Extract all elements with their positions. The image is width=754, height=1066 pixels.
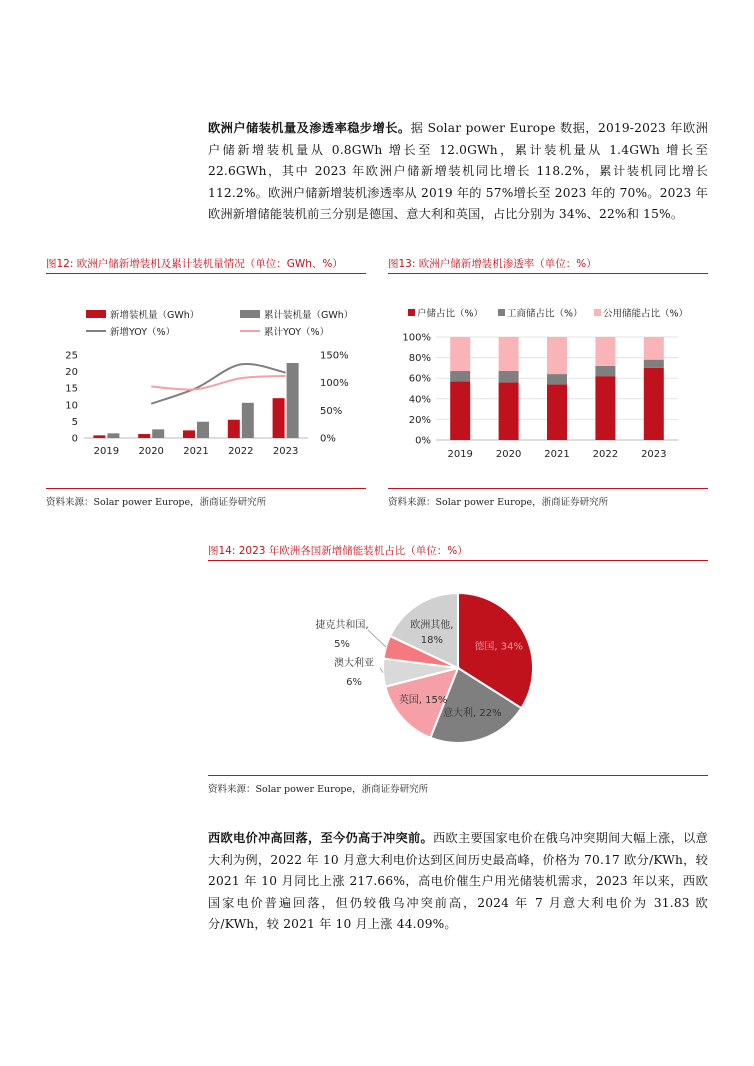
paragraph-body: 据 Solar power Europe 数据，2019-2023 年欧洲户储新增装机量从 0.8GWh 增长至 12.0GWh，累计装机量从 1.4GWh 增长至 22.6GWh，其中 2023 年欧洲户储新增装机同比增长 118.2%，累计装机同比增长 112.2%。欧洲户储新增装机渗透率从 2019 年的 57%增长至 2023 年的 70%。2023 年欧洲新增储能装机前三分别是德国、意大利和英国，占比分别为 34%、22%和 15%。 [208, 121, 708, 221]
bar-cumulative [152, 429, 164, 438]
fig14-chart [208, 566, 708, 766]
fig13-bottom-rule [388, 488, 708, 489]
legend-label: 累计YOY（%） [264, 327, 330, 338]
pie-label: 意大利, 22% [443, 708, 502, 720]
stacked-bar-segment [499, 337, 519, 371]
y-tick-label: 0% [415, 435, 431, 447]
pie-label: 德国, 34% [474, 641, 524, 653]
bar-cumulative [287, 363, 299, 438]
stacked-bar-segment [595, 376, 615, 440]
fig13-top-rule [388, 273, 708, 274]
stacked-bar-segment [644, 368, 664, 440]
pie-leader-line [368, 630, 386, 647]
y-tick-label: 20% [408, 414, 431, 426]
fig13-chart [388, 300, 708, 470]
fig14-bottom-rule [208, 775, 708, 776]
stacked-bar-segment [547, 374, 567, 384]
pie-label: 英国, 15% [398, 694, 448, 706]
bar-new [228, 420, 240, 438]
x-tick-label: 2019 [447, 449, 473, 460]
y2-tick-label: 50% [320, 405, 343, 417]
stacked-bar-segment [547, 337, 567, 374]
paragraph-electricity-price [208, 828, 708, 936]
pie-label: 6% [346, 677, 362, 688]
paragraph-body: 西欧主要国家电价在俄乌冲突期间大幅上涨，以意大利为例，2022 年 10 月意大利电价达到区间历史最高峰，价格为 70.17 欧分/KWh，较 2021 年 10 月同比上涨 217.66%，高电价催生户用光储装机需求，2023 年以来，西欧国家电价普遍回落，但仍较俄乌冲突前高，2024 年 7 月意大利电价为 31.83 欧分/KWh，较 2021 年 10 月上涨 44.09%。 [208, 831, 708, 931]
fig12-source: 资料来源：Solar power Europe，浙商证券研究所 [46, 497, 267, 508]
fig12-chart [46, 300, 366, 470]
legend-swatch [240, 310, 260, 318]
x-tick-label: 2021 [544, 449, 570, 460]
pie-label: 欧洲其他, [410, 620, 454, 632]
bar-new [273, 398, 285, 438]
fig12-bottom-rule [46, 488, 366, 489]
x-tick-label: 2023 [272, 446, 299, 457]
bar-cumulative [242, 403, 254, 438]
fig12-top-rule [46, 273, 366, 274]
stacked-bar-segment [644, 337, 664, 360]
y2-tick-label: 0% [320, 433, 336, 445]
stacked-bar-segment [499, 371, 519, 382]
legend-swatch [498, 309, 505, 316]
y-tick-label: 100% [402, 332, 431, 344]
stacked-bar-segment [450, 371, 470, 381]
x-tick-label: 2021 [183, 446, 209, 457]
y2-tick-label: 150% [320, 350, 349, 362]
stacked-bar-segment [595, 337, 615, 366]
pie-label: 澳大利亚 [334, 658, 374, 669]
x-tick-label: 2020 [495, 449, 522, 460]
stacked-bar-segment [644, 360, 664, 368]
y-tick-label: 20 [65, 367, 78, 379]
legend-swatch [408, 309, 415, 316]
legend-label: 新增装机量（GWh） [110, 310, 200, 321]
stacked-bar-segment [499, 382, 519, 440]
bar-new [183, 430, 195, 438]
pie-label: 18% [420, 635, 444, 647]
pie-label: 捷克共和国, [315, 620, 369, 631]
legend-label: 户储占比（%） [417, 308, 484, 320]
y-tick-label: 25 [65, 350, 78, 362]
y-tick-label: 80% [408, 353, 431, 365]
stacked-bar-segment [547, 384, 567, 440]
line-cumulative-yoy [151, 376, 285, 390]
paragraph-lead: 欧洲户储装机量及渗透率稳步增长。 [208, 121, 411, 135]
fig14-top-rule [208, 560, 708, 561]
stacked-bar-segment [595, 366, 615, 376]
stacked-bar-segment [450, 337, 470, 371]
x-tick-label: 2019 [93, 446, 120, 457]
x-tick-label: 2023 [641, 449, 667, 460]
y2-tick-label: 100% [320, 378, 349, 390]
x-tick-label: 2022 [228, 446, 254, 457]
legend-swatch [594, 309, 601, 316]
legend-label: 累计装机量（GWh） [264, 310, 354, 321]
x-tick-label: 2020 [138, 446, 164, 457]
y-tick-label: 5 [71, 416, 78, 428]
y-tick-label: 60% [408, 373, 431, 385]
stacked-bar-segment [450, 381, 470, 440]
pie-label: 5% [334, 639, 350, 650]
fig13-source: 资料来源：Solar power Europe，浙商证券研究所 [388, 497, 609, 508]
bar-new [93, 435, 105, 438]
legend-swatch [86, 310, 106, 318]
bar-cumulative [197, 422, 209, 438]
fig14-title: 图14: 2023 年欧洲各国新增储能装机占比（单位：%） [208, 545, 468, 557]
fig14-source: 资料来源：Solar power Europe，浙商证券研究所 [208, 784, 429, 795]
x-tick-label: 2022 [592, 449, 619, 460]
y-tick-label: 40% [408, 394, 431, 406]
legend-label: 新增YOY（%） [110, 327, 176, 338]
y-tick-label: 10 [65, 400, 78, 412]
y-tick-label: 0 [71, 433, 78, 445]
bar-new [138, 434, 150, 438]
paragraph-lead: 西欧电价冲高回落，至今仍高于冲突前。 [208, 831, 434, 845]
paragraph-household-storage [208, 118, 708, 226]
y-tick-label: 15 [65, 383, 78, 395]
bar-cumulative [107, 433, 119, 438]
fig13-title: 图13: 欧洲户储新增装机渗透率（单位：%） [388, 258, 597, 270]
legend-label: 工商储占比（%） [507, 308, 583, 320]
legend-label: 公用储能占比（%） [603, 308, 689, 320]
fig12-title: 图12: 欧洲户储新增装机及累计装机量情况（单位：GWh、%） [46, 258, 343, 270]
